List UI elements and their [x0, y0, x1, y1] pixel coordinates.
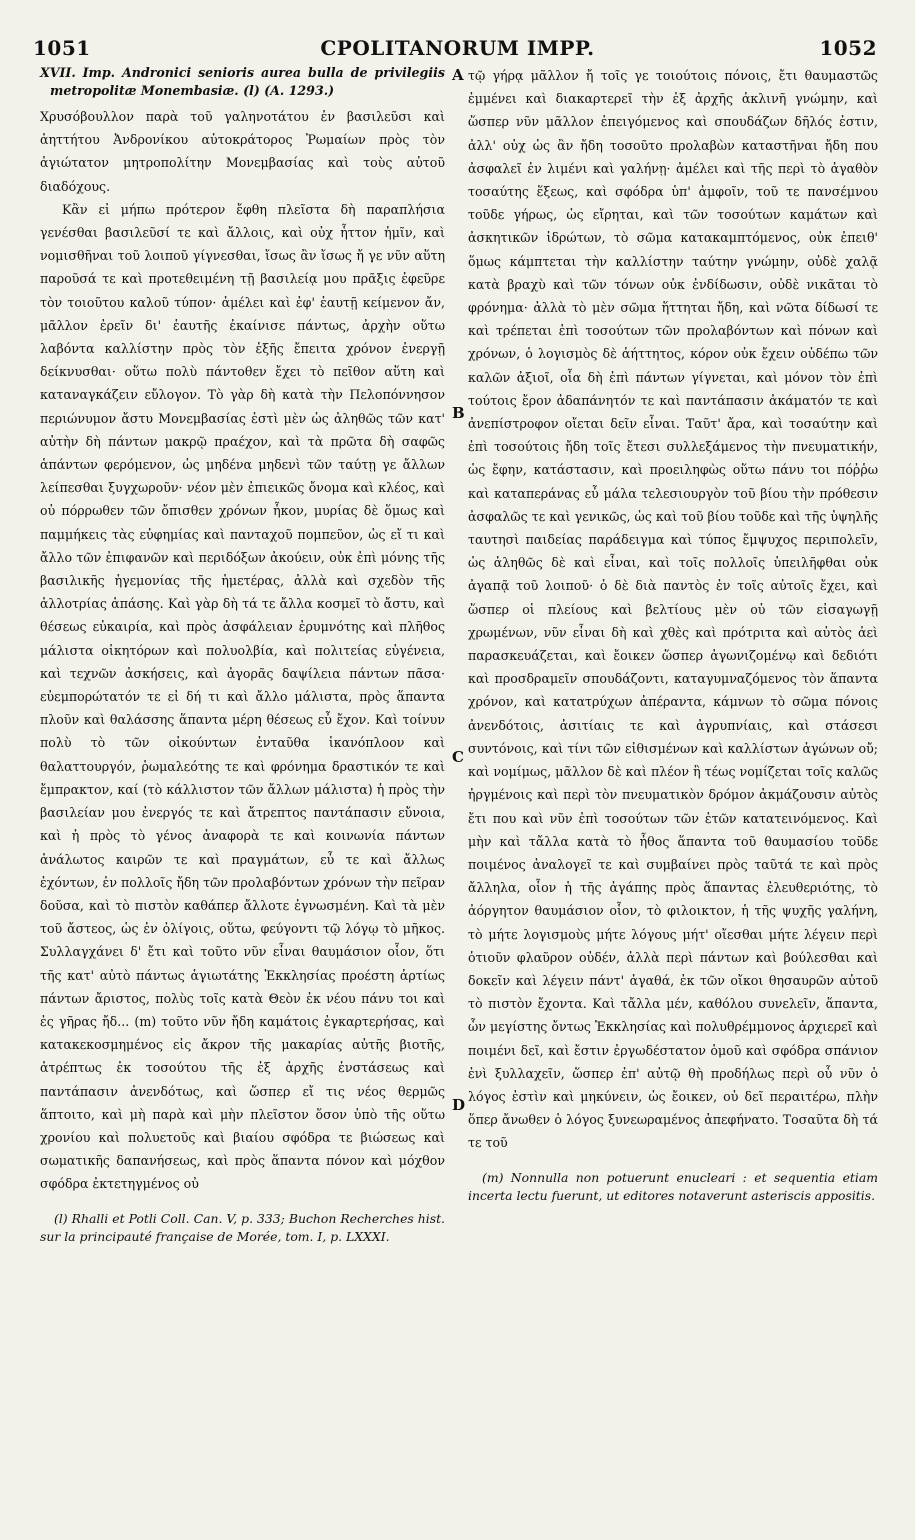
left-column	[40, 64, 445, 1246]
right-page-number: 1052	[819, 36, 877, 60]
footnote-l: (l) Rhalli et Potli Coll. Can. V, p. 333; Buchon Recherches hist. sur la principauté française de Morée, tom. I, p. LXXXI.	[40, 1210, 445, 1244]
section-marker-d: D	[452, 1096, 466, 1114]
right-column	[468, 64, 878, 1205]
intro-paragraph: Χρυσόβουλλον παρὰ τοῦ γαληνοτάτου ἐν βασιλεῦσι καὶ ἀηττήτου Ἀνδρονίκου αὐτοκράτορος Ῥωμαίων πρὸς τὸν ἁγιώτατον μητροπολίτην Μονεμβασίας καὶ τοὺς αὐτοῦ διαδόχους.	[40, 109, 445, 194]
left-page-number: 1051	[33, 36, 91, 60]
section-marker-a: A	[452, 66, 464, 84]
running-title: CPOLITANORUM IMPP.	[320, 36, 595, 60]
footnote-m: (m) Nonnulla non potuerunt enucleari : et sequentia etiam incerta lectu fuerunt, ut editores notaverunt asteriscis appositis.	[468, 1169, 878, 1203]
document-title: XVII. Imp. Andronici senioris aurea bulla de privilegiis metropolitæ Monembasiæ. (l) (A. 1293.)	[40, 65, 445, 98]
section-marker-c: C	[452, 748, 464, 766]
section-marker-b: B	[452, 404, 465, 422]
body-paragraph-left: Κἂν εἰ μήπω πρότερον ἔφθη πλεῖστα δὴ παραπλήσια γενέσθαι βασιλεῦσί τε καὶ ἄλλοις, καὶ οὐχ ἧττον ἡμῖν, καὶ νομισθῆναι τοῦ λοιποῦ γίγνεσθαι, ἴσως ἂν ἴσως ἤ γε νῦν αὕτη παροῦσά τε καὶ προτεθειμένη τῇ βασιλείᾳ μου πρᾶξις ἐφεῦρε τὸν τοιοῦτου καλοῦ τύπον· ἀμέλει καὶ ἐφ' ἑαυτῇ κείμενον ἄν, μᾶλλον ἐρεῖν δι' ἑαυτῆς ἐκαίνισε πάντως, ἀρχὴν οὕτω λαβόντα καλλίστην πρὸς τὸν ἑξῆς ἔπειτα χρόνον ἐνεργῇ δείκνυσθαι· οὕτω πολὺ πάντοθεν ἔχει τὸ πεῖθον αὕτη καὶ καταναγκάζειν εὔλογον. Τὸ γὰρ δὴ κατὰ τὴν Πελοπόννησον περιώνυμον ἄστυ Μονεμβασίας ἐστὶ μὲν ὡς ἀληθῶς τῶν κατ' αὐτὴν δὴ πάντων μακρῷ πραέχον, καὶ τὰ πρῶτα δὴ σαφῶς ἁπάντων φερόμενον, ὡς μηδένα μηδενὶ τῶν ταύτῃ γε ἄλλων λείπεσθαι ξυγχωροῦν· νέον μὲν ἐπιεικῶς ὄνομα καὶ κλέος, καὶ οὐ πόρρωθεν τῶν ὄπισθεν χρόνων ἧκον, μυρίας δὲ ὅμως καὶ παμμήκεις τὰς εὐφημίας καὶ πανταχοῦ πομπεῦον, ὡς εἴ τι καὶ ἄλλο τῶν ἐπιφανῶν καὶ περιδόξων ἀκούειν, οὐκ ἐπὶ μόνης τῆς βασιλικῆς ἡγεμονίας τῆς ἡμετέρας, ἀλλὰ καὶ σχεδὸν τῆς ἀλλοτρίας ἁπάσης. Καὶ γὰρ δὴ τά τε ἄλλα κοσμεῖ τὸ ἄστυ, καὶ θέσεως εὐκαιρία, καὶ πρὸς ἀσφάλειαν ἐρυμνότης καὶ πλῆθος μάλιστα οἰκητόρων καὶ πολυολβία, καὶ πολιτείας εὐγένεια, καὶ τεχνῶν ἀσκήσεις, καὶ ἀγορᾶς δαψίλεια πάντων πᾶσα· εὐεμπορώτατόν τε εἰ δή τι καὶ ἄλλο μάλιστα, πρὸς ἅπαντα πλοῦν καὶ θαλάσσης ἅπαντα μέρη θέσεως εὖ ἔχον. Καὶ τοίνυν πολὺ τὸ τῶν οἰκούντων ἐνταῦθα ἱκανόπλοον καὶ θαλαττουργόν, ῥωμαλεότης τε καὶ φρόνημα δραστικόν τε καὶ ἔμπρακτον, καί (τὸ κάλλιστον τῶν ἄλλων μάλιστα) ἡ πρὸς τὴν βασιλείαν μου ἐνεργός τε καὶ ἄτρεπτος παντάπασιν εὔνοια, καὶ ἡ πρὸς τὸ γένος ἀναφορὰ τε καὶ κοινωνία πάντων ἀνάλωτος καιρῶν τε καὶ πραγμάτων, εὖ τε καὶ ἄλλως ἐχόντων, ἐν πολλοῖς ἤδη τῶν προλαβόντων χρόνων τὴν πεῖραν δοῦσα, καὶ τὸ πιστὸν καθάπερ ἄλλοτε ἐγνωσμένη. Καὶ τὰ μὲν τοῦ ἄστεος, ὡς ἐν ὀλίγοις, οὕτω, φεύγοντι τῷ λόγῳ τὸ μῆκος. Συλλαγχάνει δ' ἔτι καὶ τοῦτο νῦν εἶναι θαυμάσιον οἷον, ὅτι τῆς κατ' αὐτὸ πάντως ἁγιωτάτης Ἐκκλησίας προέστη ἀρτίως πάντων ἄριστος, πολὺς τοῖς κατὰ Θεὸν ἐκ νέου πάνυ τοι καὶ ἐς γῆρας ἤδ... (m) τοῦτο νῦν ἤδη καμάτοις ἐγκαρτερήσας, καὶ κατακεκοσμημένος εἰς ἄκρον τῆς μακαρίας αὐτῆς βιοτῆς, ἀτρέπτως ἐκ τοσούτου τῆς ἐξ ἀρχῆς ἐνστάσεως καὶ παντάπασιν ἀνενδότως, καὶ ὥσπερ εἴ τις νέος θερμῶς ἅπτοιτο, καὶ μὴ παρὰ καὶ μὴν πλεῖστον ὅσον ὑπὸ τῆς οὕτω χρονίου καὶ πολυετοῦς καὶ βιαίου σφόδρα τε βιώσεως καὶ σωματικῆς δαπανήσεως, καὶ πρὸς ἅπαντα πόνον καὶ μόχθον σφόδρα ἐκτετηγμένος οὐ	[40, 201, 445, 1192]
body-paragraph-right: τῷ γήρᾳ μᾶλλον ἤ τοῖς γε τοιούτοις πόνοις, ἔτι θαυμαστῶς ἐμμένει καὶ διακαρτερεῖ τὴν ἐξ ἀρχῆς ἀκλινῆ γνώμην, καὶ ὥσπερ νῦν μᾶλλον ἐπειγόμενος καὶ σπουδάζων δῆλός ἐστιν, ἀλλ' οὐχ ὡς ἂν ἤδη τοσοῦτο προλαβὼν καταστῆναι ἤδη που ἀσφαλεῖ ἐν λιμένι καὶ γαλήνῃ· ἀμέλει καὶ τῆς περὶ τὸ ἀγαθὸν τοσαύτης ἕξεως, καὶ σφόδρα ὑπ' ἀμφοῖν, τοῦ τε πανσέμνου τοῦδε γήρως, ὡς εἴρηται, καὶ τῶν τοσούτων καμάτων καὶ ἀσκητικῶν ἱδρώτων, τὸ σῶμα κατακαμπτόμενος, οὐκ ἐπειθ' ὅμως κάμπτεται τὴν καλλίστην ταύτην γνώμην, οὐδὲ χαλᾷ κατὰ βραχὺ καὶ τῶν τόνων οὐκ ἐνδίδωσιν, οὐδὲ νικᾶται τὸ φρόνημα· ἀλλὰ τὸ μὲν σῶμα ἥττηται ἤδη, καὶ νῶτα δίδωσί τε καὶ τρέπεται ἐπὶ τοσούτων τῶν προλαβόντων καὶ πόνων καὶ χρόνων, ὁ λογισμὸς δὲ ἀήττητος, κόρον οὐκ ἔχειν οὐδέπω τῶν καλῶν ἀξιοῖ, οἷα δὴ ἐπὶ πάντων γίγνεται, καὶ μόνον τὸν ἐπὶ τούτοις ἔρον ἀδαπάνητόν τε καὶ παντάπασιν ἀκάματόν τε καὶ ἀνεπίστροφον οἴεται δεῖν εἶναι. Ταῦτ' ἄρα, καὶ τοσαύτην καὶ ἐπὶ τοσούτοις ἤδη τοῖς ἔτεσι συλλεξάμενος τὴν πνευματικήν, ὡς ἔφην, κατάστασιν, καὶ προειληφὼς οὕτω πάνυ τοι πόῤῥω καὶ καταπεράνας εὖ μάλα τελεσιουργὸν τοῦ βίου τὴν πρόθεσιν ἀσφαλῶς τε καὶ γενικῶς, ὡς καὶ τοῦ βίου τοῦδε καὶ τῆς ὑψηλῆς ταυτησὶ παιδείας παράδειγμα καὶ τύπος ἔμψυχος περιπολεῖν, ὡς ἀληθῶς δὲ καὶ εἶναι, καὶ τοῖς πολλοῖς ὑπειλῆφθαι οὐκ ἀγαπᾷ τοῦ λοιποῦ· ὁ δὲ διὰ παντὸς ἐν τοῖς αὐτοῖς ἔχει, καὶ ὥσπερ οἱ πλείους καὶ βελτίους μὲν οὐ τῶν εἰσαγωγῇ χρωμένων, νῦν εἶναι δὴ καὶ χθὲς καὶ πρότριτα καὶ αὐτὸς ἀεὶ παρασκευάζεται, καὶ ἔοικεν ὥσπερ ἀγωνιζομένῳ καὶ δεδιότι καὶ προσδραμεῖν σπουδάζοντι, καταγυμναζόμενος τὸν ἅπαντα χρόνον, καὶ κατατρύχων ἀπέραντα, κάμνων τὸ σῶμα πόνοις ἀνενδότοις, ἀσιτίαις τε καὶ ἀγρυπνίαις, καὶ στάσεσι συντόνοις, καὶ τίνι τῶν εἰθισμένων καὶ καλλίστων ἀγώνων οὔ; καὶ νομίμως, μᾶλλον δὲ καὶ πλέον ἢ τέως νομίζεται τοῖς καλῶς ἠργμένοις καὶ περὶ τὸν πνευματικὸν δρόμον ἀκμάζουσιν αὐτὸς ἔτι που καὶ νῦν ἐπὶ τοσούτων τῶν ἐτῶν κατατεινόμενος. Καὶ μὴν καὶ τἄλλα κατὰ τὸ ἦθος ἅπαντα τοῦ θαυμασίου τοῦδε ποιμένος ἀναλογεῖ τε καὶ συμβαίνει πρὸς ταῦτά τε καὶ πρὸς ἄλληλα, οἷον ἡ τῆς ἀγάπης πρὸς ἅπαντας ἐλευθεριότης, τὸ ἀόργητον θαυμάσιον οἷον, τὸ φιλοικτον, ἡ τῆς ψυχῆς γαλήνη, τὸ μήτε λογισμοὺς μήτε λόγους μήτ' οἴεσθαι μήτε λέγειν περὶ ὁτιοῦν φλαῦρον οὐδέν, ἀλλὰ περὶ πάντων καὶ βούλεσθαι καὶ δοκεῖν καὶ λέγειν πάντ' ἀγαθά, ἐκ τῶν οἴκοι θησαυρῶν αὐτοῦ τὸ πιστὸν ἔχοντα. Καὶ τἄλλα μέν, καθόλου συνελεῖν, ἅπαντα, ὧν μεγίστης ὄντως Ἐκκλησίας καὶ πολυθρέμμονος ἀρχιερεῖ καὶ ποιμένι δεῖ, καὶ ἔστιν ἐργωδέστατον ὁμοῦ καὶ σφόδρα σπάνιον ἐνὶ ξυλλαχεῖν, ὥσπερ ἐπ' αὐτῷ θὴ προδήλως περὶ οὗ νῦν ὁ λόγος ἐστὶν καὶ μηκύνειν, ὡς ἔοικεν, οὐ δεῖ περαιτέρω, πλὴν ὅπερ ἄνωθεν ὁ λόγος ξυνεωραμένος ἀπεφήνατο. Τοσαῦτα δὴ τά τε τοῦ	[468, 68, 878, 1151]
